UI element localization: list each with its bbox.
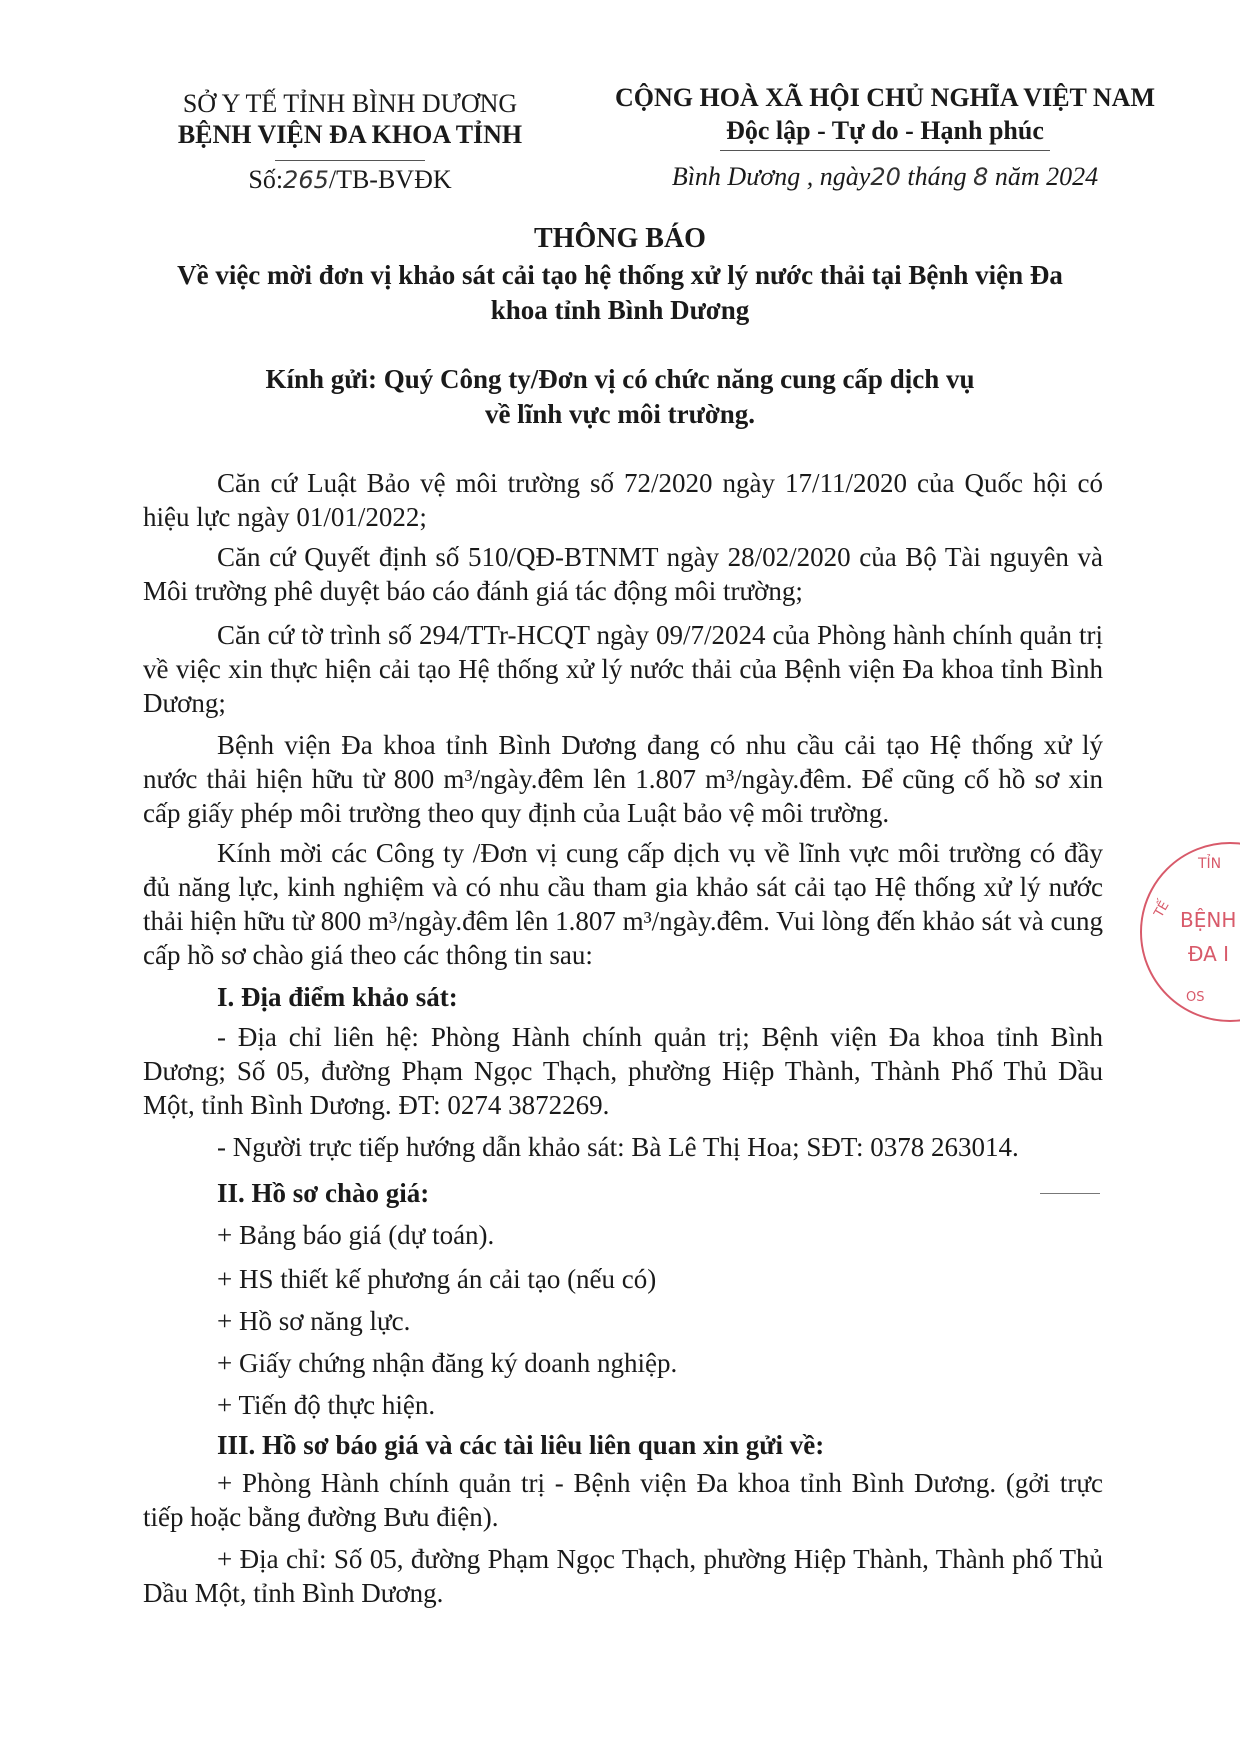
list-item: + HS thiết kế phương án cải tạo (nếu có) [217, 1264, 657, 1294]
legal-basis-2: Căn cứ Quyết định số 510/QĐ-BTNMT ngày 28/02/2020 của Bộ Tài nguyên và Môi trường phê duyệt báo cáo đánh giá tác động môi trường; [143, 542, 1103, 606]
survey-address: - Địa chỉ liên hệ: Phòng Hành chính quản trị; Bệnh viện Đa khoa tỉnh Bình Dương; Số 05, đường Phạm Ngọc Thạch, phường Hiệp Thành, Thành Phố Thủ Dầu Một, tỉnh Bình Dương. ĐT: 0274 3872269. [143, 1022, 1103, 1120]
seal-text-line2: ĐA I [1188, 942, 1230, 966]
section-2-heading: II. Hồ sơ chào giá: [217, 1178, 430, 1208]
list-item: + Giấy chứng nhận đăng ký doanh nghiệp. [217, 1348, 678, 1378]
issue-date [580, 161, 1190, 193]
date-month-handwritten: 8 [973, 163, 989, 191]
official-seal [1140, 842, 1240, 1022]
notice-subject-line2: khoa tỉnh Bình Dương [490, 295, 750, 325]
seal-text-top: TỈN [1198, 856, 1222, 872]
doc-number-suffix: /TB-BVĐK [328, 165, 452, 194]
date-day-handwritten: 20 [870, 163, 901, 191]
issuing-authority: SỞ Y TẾ TỈNH BÌNH DƯƠNG [182, 89, 518, 118]
country-name: CỘNG HOÀ XÃ HỘI CHỦ NGHĨA VIỆT NAM [614, 83, 1156, 112]
document-number [130, 164, 570, 196]
header-left-rule [130, 132, 570, 134]
issuing-hospital: BỆNH VIỆN ĐA KHOA TỈNH [177, 120, 523, 149]
section-3-heading: III. Hồ sơ báo giá và các tài liêu liên quan xin gửi về: [217, 1430, 825, 1460]
list-item: + Hồ sơ năng lực. [217, 1306, 411, 1336]
legal-basis-1: Căn cứ Luật Bảo vệ môi trường số 72/2020 ngày 17/11/2020 của Quốc hội có hiệu lực ngày 01/01/2022; [143, 468, 1103, 532]
seal-text-bottom: OS [1186, 990, 1205, 1005]
survey-contact-person: - Người trực tiếp hướng dẫn khảo sát: Bà Lê Thị Hoa; SĐT: 0378 263014. [217, 1132, 1019, 1162]
invitation: Kính mời các Công ty /Đơn vị cung cấp dịch vụ về lĩnh vực môi trường có đầy đủ năng lực, kinh nghiệm và có nhu cầu tham gia khảo sát cải tạo Hệ thống xử lý nước thải hiện hữu từ 800 m³/ngày.đêm lên 1.807 m³/ngày.đêm. Vui lòng đến khảo sát và cung cấp hồ sơ chào giá theo các thông tin sau: [143, 838, 1103, 970]
list-item: + Bảng báo giá (dự toán). [217, 1220, 495, 1250]
hospital-need: Bệnh viện Đa khoa tỉnh Bình Dương đang có nhu cầu cải tạo Hệ thống xử lý nước thải hiện hữu từ 800 m³/ngày.đêm lên 1.807 m³/ngày.đêm. Để cũng cố hồ sơ xin cấp giấy phép môi trường theo quy định của Luật bảo vệ môi trường. [143, 730, 1103, 828]
legal-basis-3: Căn cứ tờ trình số 294/TTr-HCQT ngày 09/7/2024 của Phòng hành chính quản trị về việc xin thực hiện cải tạo Hệ thống xử lý nước thải của Bệnh viện Đa khoa tỉnh Bình Dương; [143, 620, 1103, 718]
section-1-heading: I. Địa điểm khảo sát: [217, 982, 458, 1012]
notice-title: THÔNG BÁO [534, 223, 706, 254]
recipient-line2: về lĩnh vực môi trường. [484, 399, 756, 429]
seal-text-line1: BỆNH [1180, 908, 1237, 932]
scan-mark [1040, 1193, 1100, 1194]
national-motto: Độc lập - Tự do - Hạnh phúc [726, 116, 1044, 145]
seal-text-left: TẾ [1151, 898, 1173, 921]
recipient-line1: Kính gửi: Quý Công ty/Đơn vị có chức năng cung cấp dịch vụ [265, 364, 975, 394]
date-month-label: tháng [907, 162, 967, 191]
notice-subject-line1: Về việc mời đơn vị khảo sát cải tạo hệ thống xử lý nước thải tại Bệnh viện Đa [177, 260, 1063, 290]
doc-number-handwritten: 265 [283, 166, 329, 194]
date-place: Bình Dương , ngày [671, 162, 871, 191]
submission-address: + Địa chỉ: Số 05, đường Phạm Ngọc Thạch, phường Hiệp Thành, Thành phố Thủ Dầu Một, tỉnh Bình Dương. [143, 1544, 1103, 1608]
list-item: + Tiến độ thực hiện. [217, 1390, 436, 1420]
header-right-rule [580, 150, 1190, 151]
submission-office: + Phòng Hành chính quản trị - Bệnh viện Đa khoa tỉnh Bình Dương. (gởi trực tiếp hoặc bằng đường Bưu điện). [143, 1468, 1103, 1532]
doc-number-prefix: Số: [248, 165, 284, 194]
date-year: năm 2024 [994, 162, 1099, 191]
